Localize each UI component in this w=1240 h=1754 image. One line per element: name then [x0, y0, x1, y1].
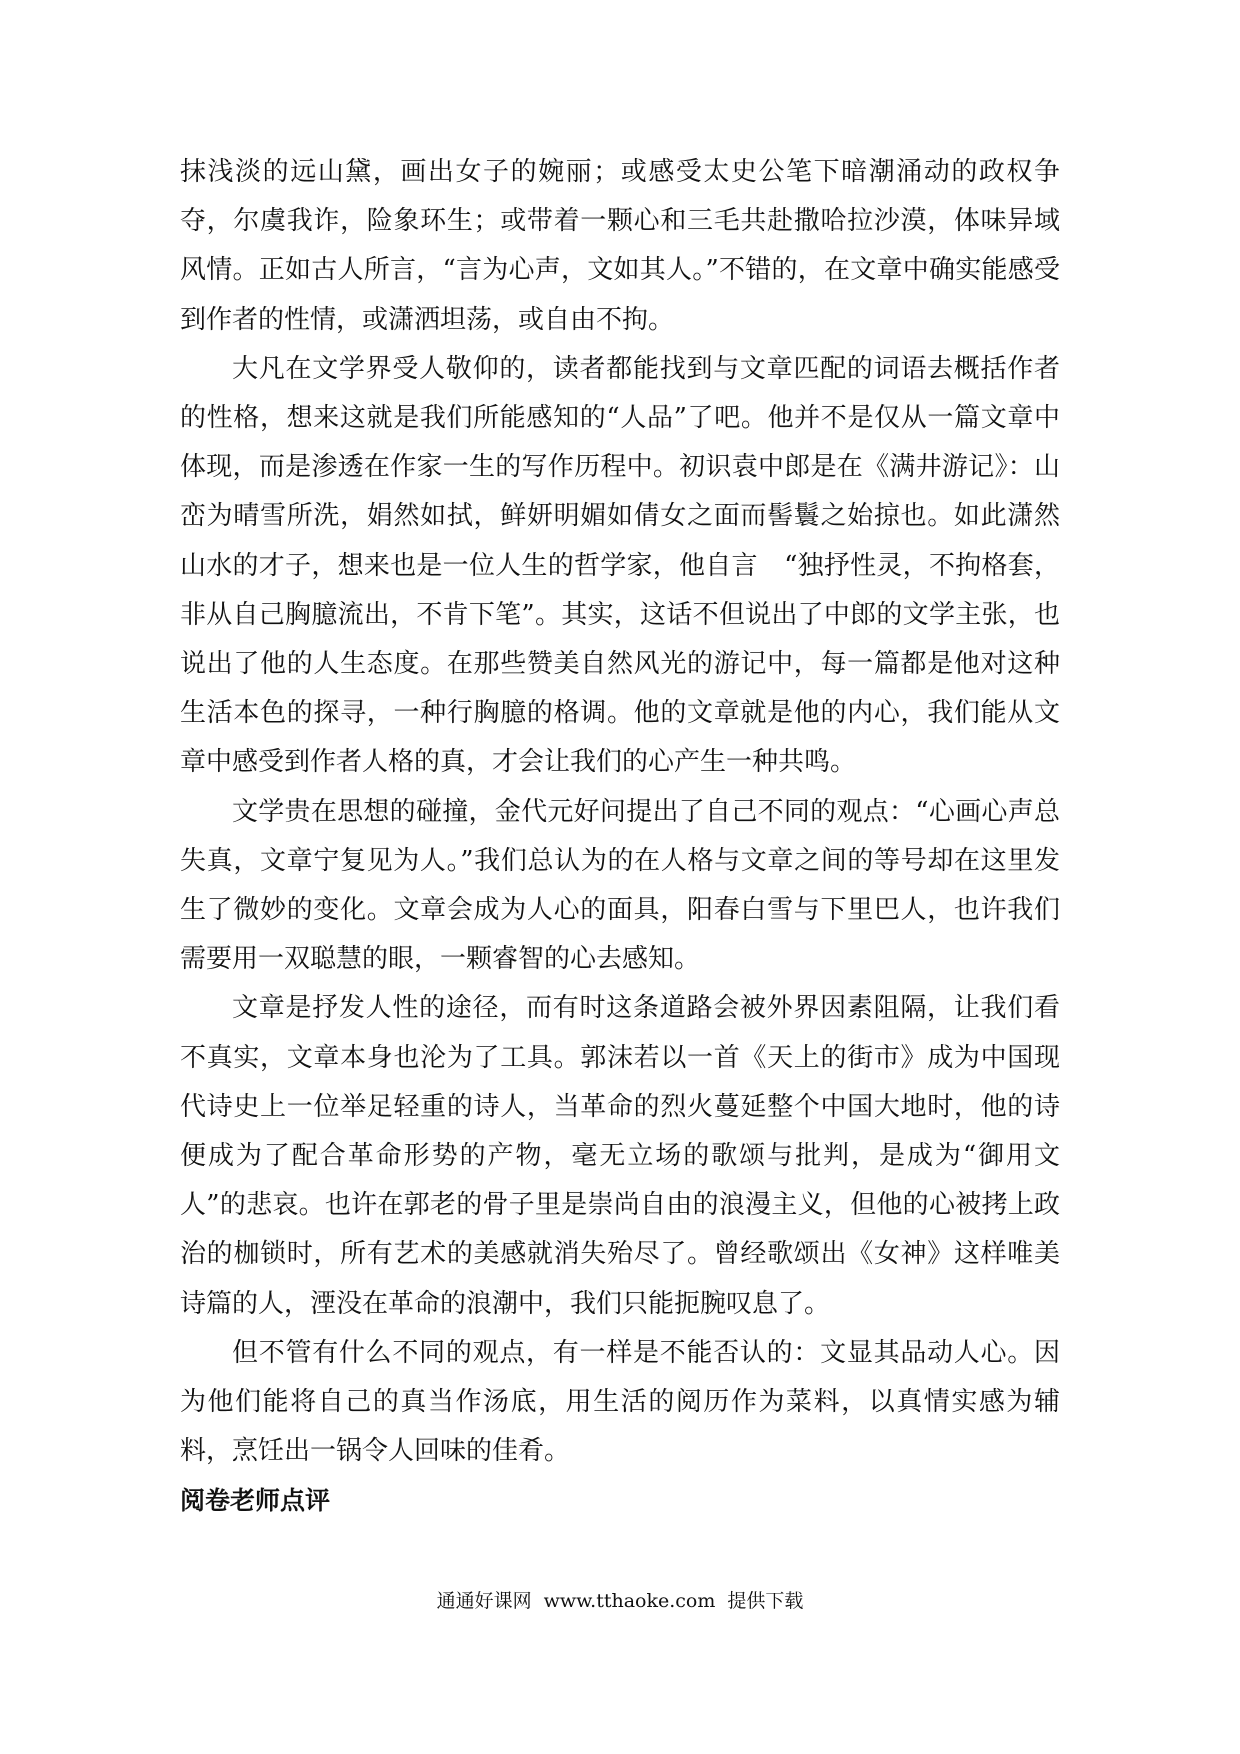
paragraph-3: 文学贵在思想的碰撞，金代元好问提出了自己不同的观点：“心画心声总失真，文章宁复见为人。”我们总认为的在人格与文章之间的等号却在这里发生了微妙的变化。文章会成为人心的面具，阳春白雪与下里巴人，也许我们需要用一双聪慧的眼，一颗睿智的心去感知。	[180, 796, 1060, 975]
footer-url[interactable]: www.tthaoke.com	[543, 1590, 716, 1612]
paragraph-1: 抹浅淡的远山黛，画出女子的婉丽；或感受太史公笔下暗潮涌动的政权争夺，尔虞我诈，险象环生；或带着一颗心和三毛共赴撒哈拉沙漠，体味异域风情。正如古人所言，“言为心声，文如其人。”不错的，在文章中确实能感受到作者的性情，或潇洒坦荡，或自由不拘。	[180, 157, 1060, 335]
footer-site-name: 通通好课网	[436, 1590, 532, 1612]
paragraph-2: 大凡在文学界受人敬仰的，读者都能找到与文章匹配的词语去概括作者的性格，想来这就是我们所能感知的“人品”了吧。他并不是仅从一篇文章中体现，而是渗透在作家一生的写作历程中。初识袁中郎是在《满井游记》：山峦为晴雪所洗，娟然如拭，鲜妍明媚如倩女之面而髻鬟之始掠也。如此潇然山水的才子，想来也是一位人生的哲学家，他自言 “独抒性灵，不拘格套，非从自己胸臆流出，不肯下笔”。其实，这话不但说出了中郎的文学主张，也说出了他的人生态度。在那些赞美自然风光的游记中，每一篇都是他对这种生活本色的探寻，一种行胸臆的格调。他的文章就是他的内心，我们能从文章中感受到作者人格的真，才会让我们的心产生一种共鸣。	[180, 353, 1060, 778]
section-heading: 阅卷老师点评	[180, 1486, 331, 1516]
paragraph-5: 但不管有什么不同的观点，有一样是不能否认的：文显其品动人心。因为他们能将自己的真当作汤底，用生活的阅历作为菜料，以真情实感为辅料，烹饪出一锅令人回味的佳肴。	[180, 1337, 1060, 1467]
page-footer	[0, 1586, 1240, 1613]
paragraph-4: 文章是抒发人性的途径，而有时这条道路会被外界因素阻隔，让我们看不真实，文章本身也沦为了工具。郭沫若以一首《天上的街市》成为中国现代诗史上一位举足轻重的诗人，当革命的烈火蔓延整个中国大地时，他的诗便成为了配合革命形势的产物，毫无立场的歌颂与批判，是成为“御用文人”的悲哀。也许在郭老的骨子里是崇尚自由的浪漫主义，但他的心被拷上政治的枷锁时，所有艺术的美感就消失殆尽了。曾经歌颂出《女神》这样唯美诗篇的人，湮没在革命的浪潮中，我们只能扼腕叹息了。	[180, 993, 1060, 1319]
document-body	[180, 148, 1060, 1526]
footer-suffix: 提供下载	[727, 1590, 804, 1612]
